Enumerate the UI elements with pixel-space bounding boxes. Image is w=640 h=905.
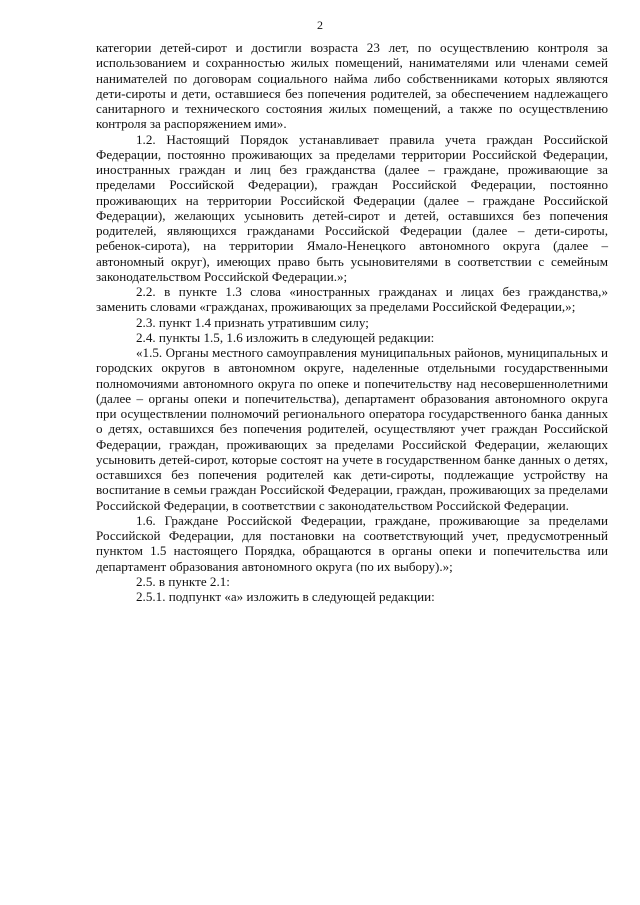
paragraph-2-5: 2.5. в пункте 2.1: [136,573,230,589]
document-body [96,40,608,604]
paragraph-1-6: 1.6. Граждане Российской Федерации, граждане, проживающие за пределами Российской Федерации, для постановки на соответствующий учет, предусмотренный пунктом 1.5 настоящего Порядка, обращаются в органы опеки и попечительства или департамент образования автономного округа (по их выбору).»; [96,512,608,574]
paragraph-1-2: 1.2. Настоящий Порядок устанавливает правила учета граждан Российской Федерации, постоянно проживающих за пределами территории Российской Федерации, иностранных граждан и лиц без гражданства (далее – граждане, проживающие за пределами Российской Федерации), граждан Российской Федерации, постоянно проживающих на территории Российской Федерации (далее – граждане Российской Федерации), желающих усыновить детей-сирот и детей, оставшихся без попечения родителей, являющихся гражданами Российской Федерации (далее – дети-сироты, ребенок-сирота), на территории Ямало-Ненецкого автономного округа (далее – автономный округ), имеющих право быть усыновителями в соответствии с семейным законодательством Российской Федерации.»; [96,131,608,284]
paragraph-2-3: 2.3. пункт 1.4 признать утратившим силу; [136,314,369,330]
page-number: 2 [317,18,323,32]
paragraph-2-2: 2.2. в пункте 1.3 слова «иностранных гражданах и лицах без гражданства,» заменить словами «гражданах, проживающих за пределами Российской Федерации,»; [96,284,608,315]
paragraph-continuation: категории детей-сирот и достигли возраста 23 лет, по осуществлению контроля за использованием и сохранностью жилых помещений, нанимателями или членами семей нанимателей по договорам социального найма либо собственниками которых являются дети-сироты и дети, оставшиеся без попечения родителей, за обеспечением надлежащего санитарного и технического состояния жилых помещений, а также по осуществлению контроля за распоряжением ими». [96,40,608,132]
paragraph-2-5-1: 2.5.1. подпункт «а» изложить в следующей редакции: [136,589,435,604]
paragraph-1-5: «1.5. Органы местного самоуправления муниципальных районов, муниципальных и городских округов в автономном округе, наделенные отдельными государственными полномочиями автономного округа по опеке и попечительству над несовершеннолетними (далее – органы опеки и попечительства), департамент образования автономного округа при осуществлении полномочий регионального оператора государственного банка данных о детях, оставшихся без попечения родителей, осуществляют учет граждан Российской Федерации, граждан, проживающих за пределами Российской Федерации, желающих усыновить детей-сирот, которые состоят на учете в государственном банке данных о детях, оставшихся без попечения родителей как дети-сироты, подлежащие устройству на воспитание в семьи граждан Российской Федерации, граждан, проживающих за пределами Российской Федерации, в соответствии с законодательством Российской Федерации. [96,345,608,513]
paragraph-2-4: 2.4. пункты 1.5, 1.6 изложить в следующей редакции: [136,329,435,345]
